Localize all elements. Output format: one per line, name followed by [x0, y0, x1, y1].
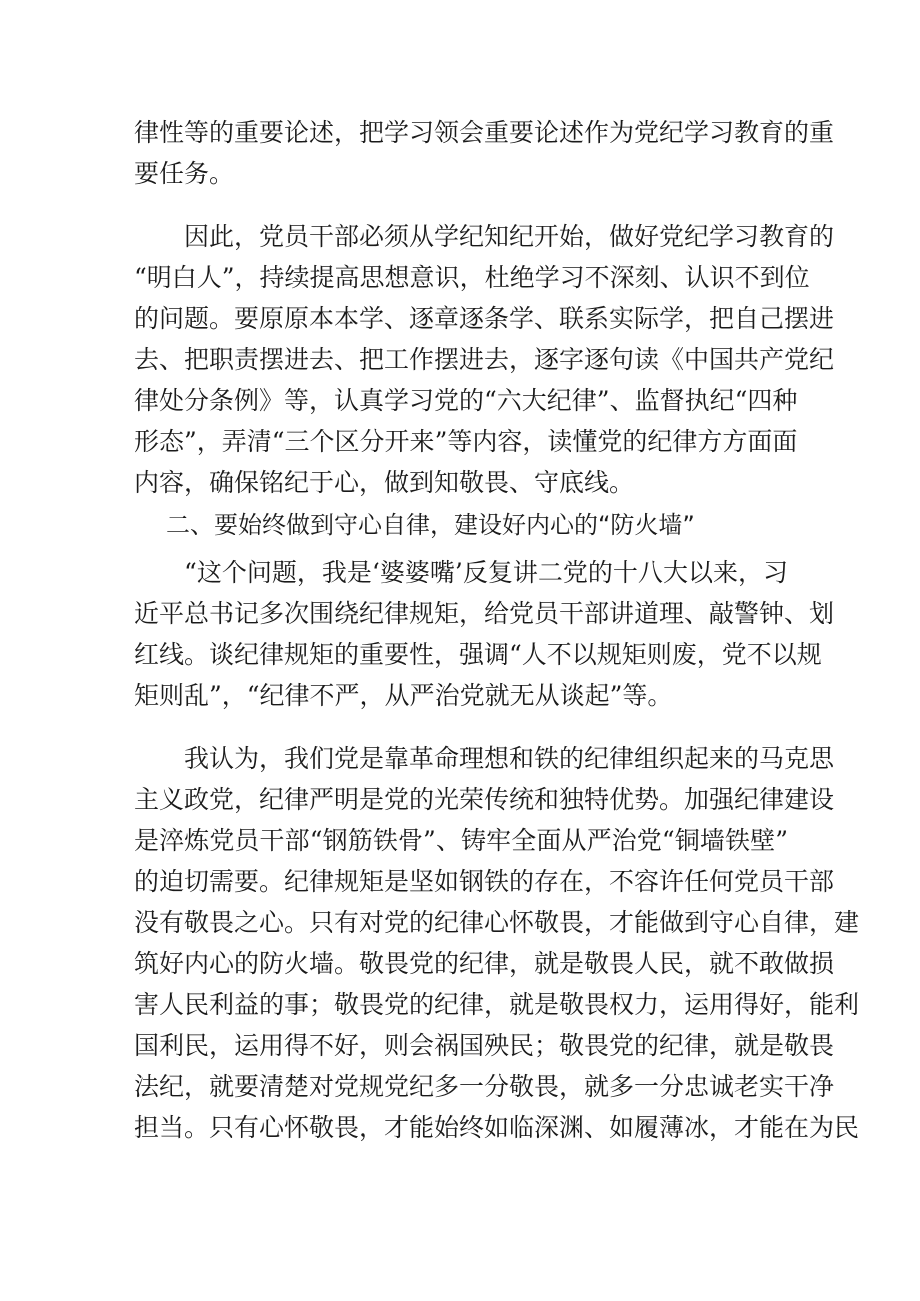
text-line: 律处分条例》等，认真学习党的“六大纪律”、监督执纪“四种: [134, 386, 798, 415]
paragraph-1: [134, 112, 835, 194]
text-line: 主义政党，纪律严明是党的光荣传统和独特优势。加强纪律建设: [134, 785, 835, 814]
text-line: 法纪，就要清楚对党规党纪多一分敬畏，就多一分忠诚老实干净: [134, 1072, 835, 1101]
text-line: 形态”，弄清“三个区分开来”等内容，读懂党的纪律方方面面: [134, 427, 798, 456]
text-line: 因此，党员干部必须从学纪知纪开始，做好党纪学习教育的: [134, 222, 835, 251]
text-line: 国利民，运用得不好，则会祸国殃民；敬畏党的纪律，就是敬畏: [134, 1031, 835, 1060]
text-line: 的问题。要原原本本学、逐章逐条学、联系实际学，把自己摆进: [134, 304, 835, 333]
text-line: 去、把职责摆进去、把工作摆进去，逐字逐句读《中国共产党纪: [134, 345, 835, 374]
paragraph-4: [134, 738, 860, 1148]
paragraph-2: [134, 216, 835, 503]
text-line: 是淬炼党员干部“钢筋铁骨”、铸牢全面从严治党“铜墙铁壁”: [134, 826, 788, 855]
paragraph-spacer: [134, 716, 788, 738]
text-line: 筑好内心的防火墙。敬畏党的纪律，就是敬畏人民，就不敢做损: [134, 949, 835, 978]
text-line: 担当。只有心怀敬畏，才能始终如临深渊、如履薄冰，才能在为民: [134, 1113, 860, 1142]
text-line: 红线。谈纪律规矩的重要性，强调“人不以规矩则废，党不以规: [134, 640, 822, 669]
text-line: 要任务。: [134, 159, 235, 188]
text-line: 内容，确保铭纪于心，做到知敬畏、守底线。: [134, 468, 635, 497]
text-line: 律性等的重要论述，把学习领会重要论述作为党纪学习教育的重: [134, 118, 835, 147]
text-line: “明白人”，持续提高思想意识，杜绝学习不深刻、认识不到位: [134, 263, 810, 292]
paragraph-spacer: [134, 194, 788, 216]
paragraph-3: [134, 552, 835, 716]
document-body: [134, 112, 860, 1148]
section-heading: 二、要始终做到守心自律，建设好内心的“防火墙”: [166, 511, 695, 539]
text-line: 矩则乱”，“纪律不严，从严治党就无从谈起”等。: [134, 681, 673, 710]
text-line: “这个问题，我是‘婆婆嘴’反复讲二党的十八大以来，习: [134, 558, 788, 587]
text-line: 的迫切需要。纪律规矩是坚如钢铁的存在，不容许任何党员干部: [134, 867, 835, 896]
text-line: 害人民利益的事；敬畏党的纪律，就是敬畏权力，运用得好，能利: [134, 990, 860, 1019]
text-line: 没有敬畏之心。只有对党的纪律心怀敬畏，才能做到守心自律，建: [134, 908, 860, 937]
text-line: 近平总书记多次围绕纪律规矩，给党员干部讲道理、敲警钟、划: [134, 599, 835, 628]
text-line: 我认为，我们党是靠革命理想和铁的纪律组织起来的马克思: [134, 744, 835, 773]
